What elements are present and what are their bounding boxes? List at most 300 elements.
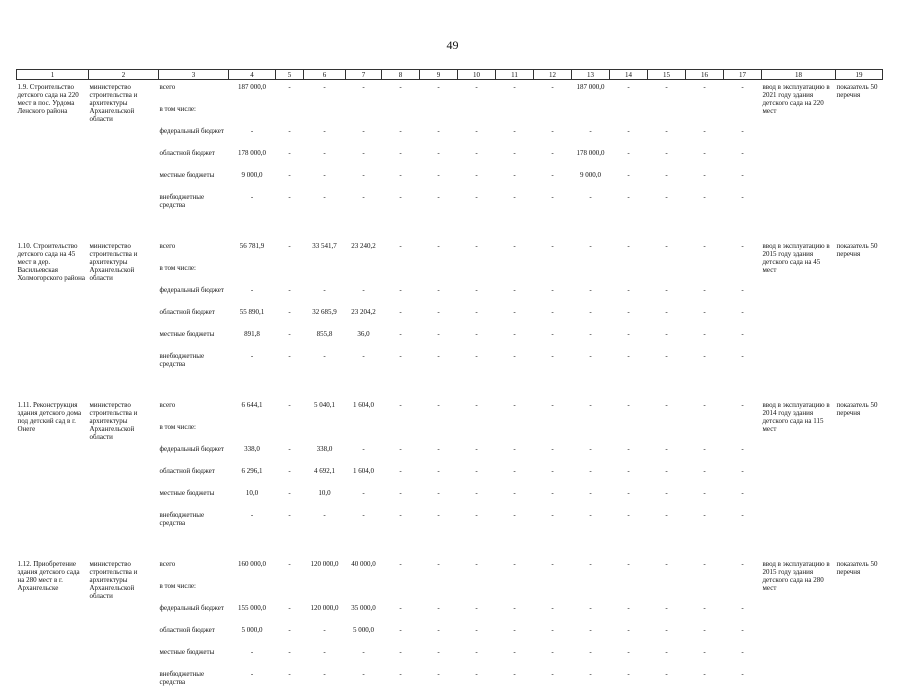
value-cell: - [534,308,572,330]
value-cell: - [686,286,724,308]
value-cell: - [534,193,572,221]
value-cell [304,423,346,445]
value-cell: - [724,193,762,221]
value-cell: - [724,489,762,511]
value-cell: - [276,489,304,511]
value-cell: - [534,604,572,626]
value-cell: - [496,489,534,511]
value-cell: - [534,352,572,380]
executor-cell: министерство строительства и архитектуры Архангельской области [89,557,159,698]
funding-source-cell: в том числе: [159,423,229,445]
value-cell [276,423,304,445]
value-cell: - [458,80,496,105]
value-cell: - [420,171,458,193]
funding-source-cell: внебюджетные средства [159,352,229,380]
value-cell: - [610,308,648,330]
spacer-cell [17,221,883,239]
value-cell: - [724,557,762,582]
value-cell: - [304,149,346,171]
value-cell: - [572,557,610,582]
value-cell: - [496,239,534,264]
measure-name-cell: 1.9. Строительство детского сада на 220 мест в пос. Урдома Ленского района [17,80,89,221]
value-cell: - [304,286,346,308]
value-cell [346,105,382,127]
block-spacer [17,380,883,398]
value-cell: - [648,445,686,467]
value-cell: - [496,398,534,423]
value-cell: - [648,489,686,511]
value-cell: - [572,648,610,670]
value-cell: - [610,286,648,308]
value-cell: - [382,193,420,221]
value-cell: - [304,626,346,648]
value-cell: - [724,286,762,308]
value-cell: - [610,604,648,626]
value-cell: - [610,626,648,648]
value-cell: - [496,670,534,698]
value-cell: - [229,352,276,380]
value-cell: - [382,286,420,308]
value-cell: - [610,445,648,467]
funding-source-cell: всего [159,239,229,264]
value-cell [229,582,276,604]
value-cell: - [276,127,304,149]
value-cell: - [724,626,762,648]
value-cell: - [610,398,648,423]
funding-source-cell: внебюджетные средства [159,511,229,539]
value-cell: - [420,445,458,467]
value-cell: - [724,398,762,423]
column-header: 10 [458,70,496,80]
value-cell: - [686,80,724,105]
value-cell: - [229,511,276,539]
value-cell: - [572,511,610,539]
value-cell: - [724,149,762,171]
value-cell: - [610,239,648,264]
value-cell: - [382,149,420,171]
value-cell: - [276,286,304,308]
value-cell [420,582,458,604]
result-cell: ввод в эксплуатацию в 2015 году здания детского сада на 280 мест [762,557,836,698]
value-cell: - [276,308,304,330]
value-cell [229,264,276,286]
value-cell: - [458,286,496,308]
value-cell [572,582,610,604]
column-header: 15 [648,70,686,80]
value-cell: - [304,193,346,221]
value-cell: - [458,308,496,330]
funding-source-cell: всего [159,557,229,582]
value-cell: - [572,604,610,626]
value-cell: - [496,193,534,221]
value-cell: - [458,445,496,467]
value-cell: - [572,193,610,221]
value-cell: - [648,648,686,670]
value-cell: - [686,352,724,380]
value-cell: - [382,670,420,698]
value-cell: - [724,604,762,626]
column-header: 14 [610,70,648,80]
value-cell: - [724,511,762,539]
value-cell: - [382,445,420,467]
value-cell [382,423,420,445]
value-cell: 33 541,7 [304,239,346,264]
column-header: 4 [229,70,276,80]
column-number-row [17,70,883,80]
value-cell [346,264,382,286]
value-cell: - [496,308,534,330]
column-header: 18 [762,70,836,80]
value-cell: 55 890,1 [229,308,276,330]
value-cell [648,264,686,286]
value-cell [420,105,458,127]
value-cell: 10,0 [229,489,276,511]
value-cell [724,423,762,445]
value-cell: - [496,557,534,582]
value-cell: - [458,604,496,626]
value-cell: - [346,648,382,670]
value-cell [572,105,610,127]
table-row [17,557,883,582]
value-cell: - [276,670,304,698]
value-cell: - [648,330,686,352]
value-cell: - [420,670,458,698]
funding-source-cell: федеральный бюджет [159,127,229,149]
value-cell [229,423,276,445]
value-cell: - [229,286,276,308]
block-spacer [17,221,883,239]
value-cell [724,264,762,286]
value-cell: 32 685,9 [304,308,346,330]
value-cell [534,423,572,445]
value-cell: - [534,149,572,171]
value-cell: - [572,286,610,308]
value-cell: - [304,511,346,539]
value-cell: 6 644,1 [229,398,276,423]
value-cell: - [496,149,534,171]
value-cell [610,582,648,604]
value-cell: - [346,127,382,149]
value-cell: - [686,330,724,352]
value-cell: - [534,626,572,648]
indicator-cell: показатель 50 перечня [836,398,883,539]
value-cell: - [382,511,420,539]
value-cell: - [724,330,762,352]
value-cell: - [458,171,496,193]
value-cell: - [686,445,724,467]
value-cell: - [382,239,420,264]
value-cell: 23 240,2 [346,239,382,264]
value-cell: - [346,511,382,539]
value-cell: - [724,239,762,264]
value-cell: - [686,489,724,511]
value-cell: - [458,398,496,423]
value-cell: - [648,670,686,698]
value-cell: - [572,445,610,467]
value-cell: - [496,467,534,489]
value-cell: 35 000,0 [346,604,382,626]
value-cell: - [458,670,496,698]
value-cell: 338,0 [304,445,346,467]
value-cell: - [648,286,686,308]
value-cell: - [534,239,572,264]
page-number: 49 [0,38,905,53]
indicator-cell: показатель 50 перечня [836,239,883,380]
value-cell: - [420,239,458,264]
column-header: 11 [496,70,534,80]
value-cell: - [572,398,610,423]
value-cell: - [610,511,648,539]
value-cell: - [420,626,458,648]
value-cell: - [534,648,572,670]
value-cell [686,264,724,286]
value-cell: - [534,489,572,511]
column-header: 6 [304,70,346,80]
value-cell: - [534,286,572,308]
value-cell: - [420,557,458,582]
value-cell: - [686,557,724,582]
value-cell: - [572,467,610,489]
value-cell: - [534,330,572,352]
value-cell: - [276,626,304,648]
value-cell: - [276,511,304,539]
funding-source-cell: местные бюджеты [159,330,229,352]
value-cell [496,264,534,286]
value-cell: - [420,467,458,489]
value-cell: - [496,330,534,352]
result-cell: ввод в эксплуатацию в 2015 году здания детского сада на 45 мест [762,239,836,380]
value-cell: - [572,308,610,330]
value-cell: 10,0 [304,489,346,511]
value-cell [382,105,420,127]
measure-name-cell: 1.10. Строительство детского сада на 45 мест в дер. Васильевская Холмогорского района [17,239,89,380]
value-cell: - [420,398,458,423]
value-cell: - [534,171,572,193]
block-spacer [17,539,883,557]
value-cell: - [276,467,304,489]
value-cell [229,105,276,127]
value-cell: - [458,648,496,670]
value-cell: - [276,149,304,171]
value-cell: - [458,239,496,264]
value-cell: - [276,648,304,670]
value-cell: - [648,626,686,648]
value-cell [724,582,762,604]
value-cell: - [686,127,724,149]
value-cell [686,423,724,445]
funding-source-cell: всего [159,80,229,105]
value-cell: - [420,127,458,149]
value-cell: - [724,445,762,467]
value-cell: - [229,193,276,221]
value-cell [304,105,346,127]
value-cell: - [420,511,458,539]
column-header: 2 [89,70,159,80]
executor-cell: министерство строительства и архитектуры Архангельской области [89,239,159,380]
value-cell: 338,0 [229,445,276,467]
value-cell: - [648,80,686,105]
value-cell: - [458,467,496,489]
value-cell [572,423,610,445]
value-cell: - [572,626,610,648]
value-cell: - [648,171,686,193]
value-cell [458,582,496,604]
value-cell: - [648,149,686,171]
value-cell: - [382,648,420,670]
value-cell: - [648,557,686,582]
value-cell: 187 000,0 [229,80,276,105]
column-header: 12 [534,70,572,80]
value-cell [534,582,572,604]
column-header: 5 [276,70,304,80]
value-cell: - [648,352,686,380]
value-cell: - [610,352,648,380]
value-cell: 6 296,1 [229,467,276,489]
funding-source-cell: в том числе: [159,105,229,127]
value-cell [458,264,496,286]
spacer-cell [17,539,883,557]
value-cell: - [382,398,420,423]
funding-source-cell: федеральный бюджет [159,286,229,308]
value-cell: - [648,193,686,221]
value-cell: - [610,557,648,582]
value-cell: - [382,80,420,105]
value-cell [496,582,534,604]
value-cell [420,264,458,286]
funding-source-cell: областной бюджет [159,626,229,648]
value-cell [304,264,346,286]
value-cell [458,423,496,445]
value-cell: - [276,557,304,582]
table-row [17,80,883,105]
value-cell: - [304,648,346,670]
value-cell: 9 000,0 [229,171,276,193]
value-cell: - [534,557,572,582]
value-cell: - [686,670,724,698]
measure-name-cell: 1.12. Приобретение здания детского сада на 280 мест в г. Архангельске [17,557,89,698]
value-cell: - [346,489,382,511]
value-cell: - [458,626,496,648]
value-cell: - [458,149,496,171]
value-cell: - [382,557,420,582]
value-cell [572,264,610,286]
value-cell: - [686,604,724,626]
value-cell: - [648,127,686,149]
value-cell: - [304,352,346,380]
value-cell: - [534,670,572,698]
value-cell: - [420,352,458,380]
value-cell: 23 204,2 [346,308,382,330]
measure-name-cell: 1.11. Реконструкция здания детского дома под детский сад в г. Онеге [17,398,89,539]
value-cell: 120 000,0 [304,557,346,582]
indicator-cell: показатель 50 перечня [836,557,883,698]
value-cell: - [346,149,382,171]
value-cell: - [229,670,276,698]
value-cell: - [610,80,648,105]
value-cell: 5 000,0 [229,626,276,648]
column-header: 7 [346,70,382,80]
funding-source-cell: всего [159,398,229,423]
value-cell [346,582,382,604]
value-cell [276,105,304,127]
value-cell: - [686,626,724,648]
value-cell: - [724,80,762,105]
value-cell [648,105,686,127]
column-header: 1 [17,70,89,80]
column-header: 13 [572,70,610,80]
column-header: 16 [686,70,724,80]
value-cell: - [420,489,458,511]
value-cell [610,264,648,286]
value-cell [496,105,534,127]
column-header: 9 [420,70,458,80]
value-cell: - [534,398,572,423]
funding-source-cell: местные бюджеты [159,489,229,511]
value-cell [458,105,496,127]
value-cell: - [276,330,304,352]
value-cell: - [458,193,496,221]
value-cell [304,582,346,604]
value-cell [724,105,762,127]
value-cell: - [686,239,724,264]
value-cell: 40 000,0 [346,557,382,582]
value-cell: - [610,193,648,221]
value-cell: - [420,308,458,330]
value-cell: - [610,489,648,511]
funding-source-cell: внебюджетные средства [159,193,229,221]
value-cell: 4 692,1 [304,467,346,489]
value-cell: - [458,127,496,149]
value-cell [686,105,724,127]
value-cell: - [686,467,724,489]
funding-source-cell: местные бюджеты [159,648,229,670]
value-cell: - [420,149,458,171]
column-header: 8 [382,70,420,80]
value-cell: - [686,648,724,670]
funding-source-cell: федеральный бюджет [159,445,229,467]
value-cell: - [304,127,346,149]
value-cell: - [229,648,276,670]
value-cell: - [534,445,572,467]
funding-source-cell: областной бюджет [159,308,229,330]
value-cell: - [304,171,346,193]
value-cell: - [276,193,304,221]
value-cell: - [420,80,458,105]
funding-source-cell: областной бюджет [159,149,229,171]
value-cell: - [382,171,420,193]
value-cell: - [648,398,686,423]
value-cell: - [496,511,534,539]
value-cell: - [496,648,534,670]
value-cell: - [534,511,572,539]
value-cell [610,423,648,445]
value-cell: - [572,352,610,380]
value-cell: - [572,330,610,352]
value-cell: - [382,127,420,149]
executor-cell: министерство строительства и архитектуры Архангельской области [89,80,159,221]
value-cell: 178 000,0 [572,149,610,171]
value-cell: - [610,127,648,149]
value-cell: - [276,445,304,467]
value-cell: - [496,445,534,467]
value-cell: 855,8 [304,330,346,352]
indicator-cell: показатель 50 перечня [836,80,883,221]
value-cell: - [534,80,572,105]
program-table [16,69,883,698]
value-cell: - [610,171,648,193]
value-cell: - [382,467,420,489]
value-cell [534,264,572,286]
